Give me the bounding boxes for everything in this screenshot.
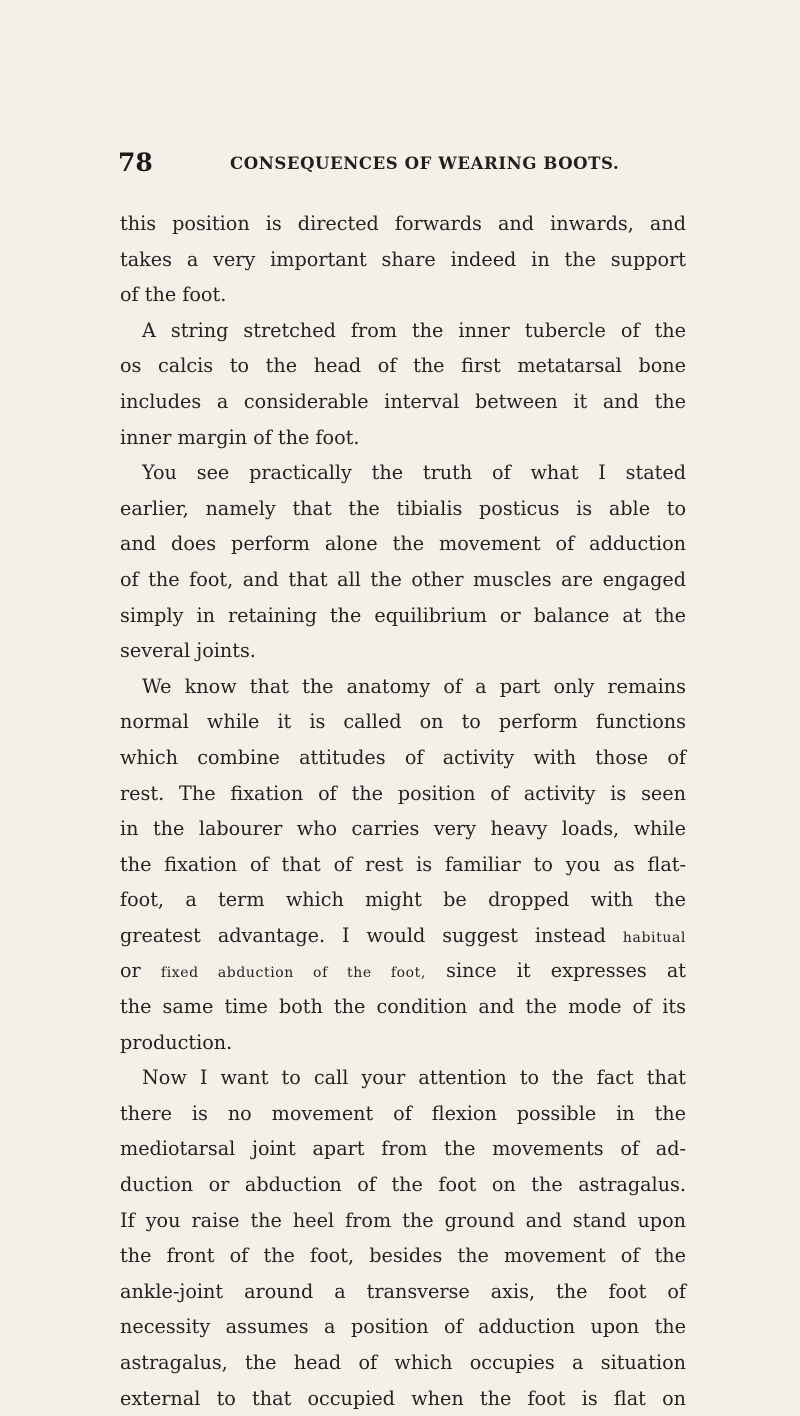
text-line: duction or abduction of the foot on the astragalus. — [120, 1173, 686, 1197]
text-line: in the labourer who carries very heavy loads, while — [120, 817, 686, 841]
text-line: the front of the foot, besides the movement of the — [120, 1244, 686, 1268]
text-line: You see practically the truth of what I stated — [142, 461, 686, 485]
text-line: this position is directed forwards and inwards, and — [120, 212, 686, 235]
text-line: and does perform alone the movement of adduction — [120, 532, 686, 556]
text-line: the same time both the condition and the mode of its — [120, 995, 686, 1019]
text-line: of the foot, and that all the other muscles are engaged — [120, 567, 686, 591]
text-line: earlier, namely that the tibialis posticus is able to — [120, 496, 686, 520]
text-line: there is no movement of flexion possible in the — [120, 1101, 686, 1125]
text-line: includes a considerable interval between it and the — [120, 389, 686, 413]
text-line: simply in retaining the equilibrium or balance at the — [120, 603, 686, 627]
text-line: the fixation of that of rest is familiar to you as flat- — [120, 852, 686, 876]
text-segment: since it expresses at — [446, 959, 687, 983]
text-line: necessity assumes a position of adduction upon the — [120, 1315, 686, 1339]
text-segment: or — [120, 959, 141, 983]
text-line: external to that occupied when the foot is flat on — [120, 1386, 686, 1410]
text-line: If you raise the heel from the ground and stand upon — [120, 1208, 686, 1232]
running-head: CONSEQUENCES OF WEARING BOOTS. — [230, 154, 620, 173]
text-line: A string stretched from the inner tubercle of the — [142, 318, 686, 342]
text-line: mediotarsal joint apart from the movements of ad- — [120, 1137, 686, 1161]
text-line: normal while it is called on to perform functions — [120, 710, 686, 734]
text-line: rest. The fixation of the position of activity is seen — [120, 781, 686, 805]
text-line: production. — [120, 1030, 233, 1054]
text-line: of the foot. — [120, 283, 227, 307]
text-line: os calcis to the head of the first metatarsal bone — [120, 354, 686, 378]
small-caps-term: habitual — [622, 929, 686, 946]
text-line — [120, 918, 686, 954]
text-segment: greatest advantage. I would suggest instead — [120, 923, 606, 947]
page-header — [118, 148, 688, 178]
page-number: 78 — [118, 148, 153, 177]
text-line — [120, 953, 686, 989]
text-line: ankle-joint around a transverse axis, the foot of — [120, 1279, 686, 1303]
text-line: foot, a term which might be dropped with the — [120, 888, 686, 912]
small-caps-term: fixed abduction of the foot, — [160, 965, 426, 982]
text-line: Now I want to call your attention to the fact that — [142, 1066, 686, 1090]
text-line: several joints. — [120, 639, 256, 663]
text-line: astragalus, the head of which occupies a situation — [120, 1351, 686, 1374]
text-line: inner margin of the foot. — [120, 425, 360, 449]
body-text — [120, 206, 686, 1416]
text-line: We know that the anatomy of a part only remains — [142, 674, 686, 698]
text-line: takes a very important share indeed in the support — [120, 247, 686, 271]
text-line: which combine attitudes of activity with those of — [120, 745, 686, 769]
